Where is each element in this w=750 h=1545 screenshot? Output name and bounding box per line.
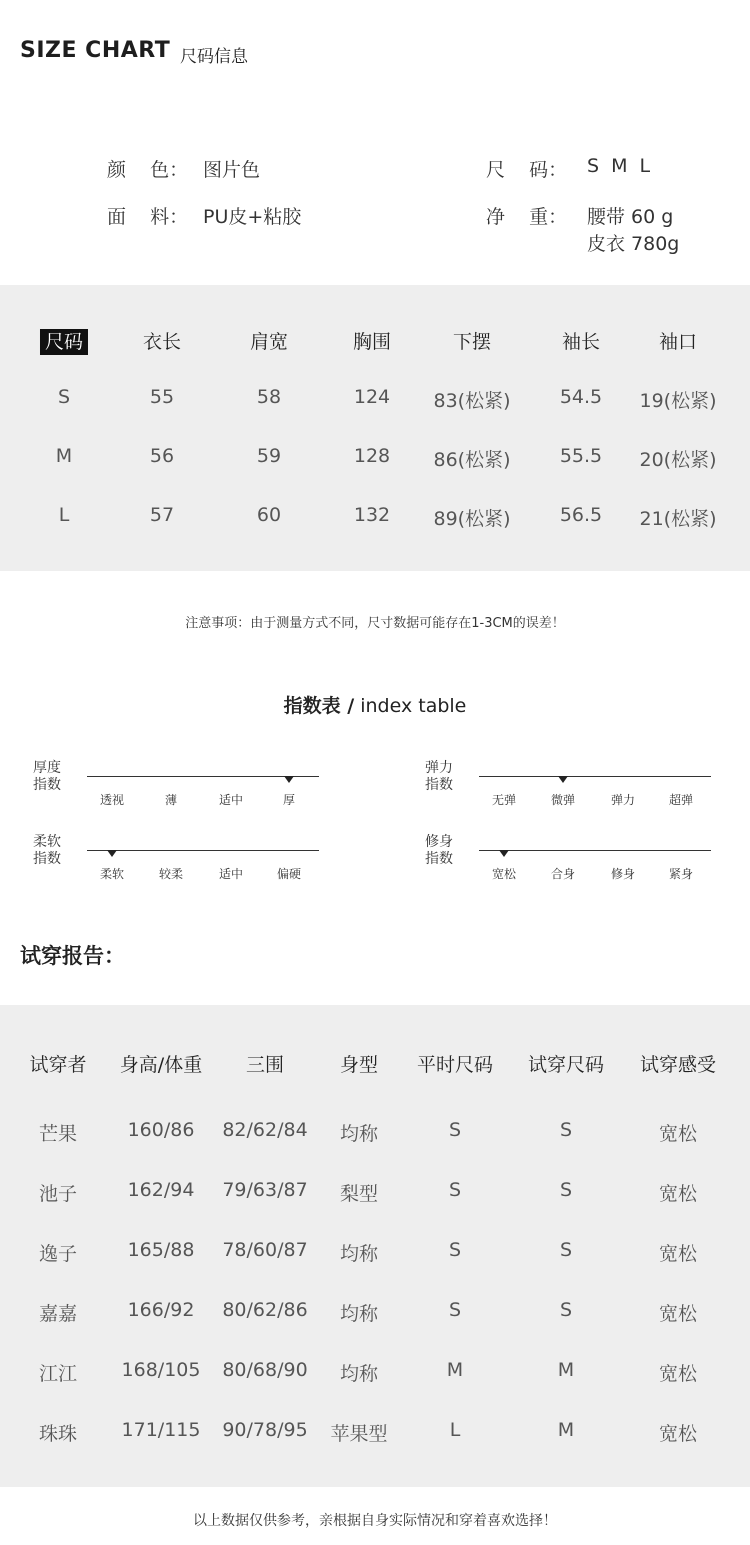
size-table-cell: 54.5: [559, 386, 603, 408]
report-table-cell: M: [446, 1359, 464, 1381]
measurement-note: 注意事项：由于测量方式不同，尺寸数据可能存在1-3CM的误差！: [185, 616, 565, 631]
gauge-option: 透视: [99, 793, 125, 807]
gauge-option: 无弹: [491, 793, 517, 807]
report-table-cell: 79/63/87: [222, 1179, 308, 1201]
size-table-cell: 58: [256, 386, 282, 408]
report-table-cell: 宽松: [658, 1303, 698, 1325]
gauge-option: 紧身: [668, 867, 694, 881]
report-table-cell: 珠珠: [38, 1423, 78, 1445]
weight-value-belt: 腰带 60 g: [587, 206, 674, 228]
gauge-option: 薄: [164, 793, 178, 807]
size-table-cell: M: [55, 445, 73, 467]
report-table-cell: 宽松: [658, 1183, 698, 1205]
report-table-cell: 171/115: [121, 1419, 201, 1441]
weight-value-jacket: 皮衣 780g: [587, 233, 680, 255]
size-table-cell: 21(松紧): [639, 508, 717, 530]
gauge-label-line1: 弹力: [425, 760, 453, 776]
size-table-header: 袖口: [658, 331, 698, 353]
report-table-cell: 梨型: [339, 1183, 379, 1205]
gauge-label-line2: 指数: [33, 777, 61, 793]
color-value: 图片色: [203, 159, 261, 181]
report-table-cell: 90/78/95: [222, 1419, 308, 1441]
gauge-option: 合身: [550, 867, 576, 881]
index-table-title: [0, 691, 750, 718]
report-table-cell: 均称: [339, 1363, 379, 1385]
size-table-cell: 20(松紧): [639, 449, 717, 471]
report-table-cell: 均称: [339, 1123, 379, 1145]
report-table-header: 身高/体重: [119, 1054, 203, 1076]
index-title-bold: 指数表 /: [283, 695, 355, 717]
size-value: S M L: [587, 155, 654, 177]
gauge-option: 修身: [610, 867, 636, 881]
size-table-cell: L: [58, 504, 70, 526]
report-table-cell: 嘉嘉: [38, 1303, 78, 1325]
size-header-badge: 尺码: [40, 329, 88, 355]
size-table-cell: 56: [149, 445, 175, 467]
report-table-cell: 池子: [38, 1183, 78, 1205]
report-table-cell: S: [448, 1299, 462, 1321]
gauge-marker-icon: [499, 850, 509, 857]
report-table-cell: 78/60/87: [222, 1239, 308, 1261]
report-table-cell: 82/62/84: [222, 1119, 308, 1141]
gauge-option: 微弹: [550, 793, 576, 807]
report-table-cell: 江江: [38, 1363, 78, 1385]
fitting-report-panel: [0, 1005, 750, 1487]
gauge-label: [425, 834, 453, 868]
size-table-cell: 55.5: [559, 445, 603, 467]
size-table-header: [40, 327, 88, 354]
report-table-cell: S: [559, 1179, 573, 1201]
size-table-cell: 83(松紧): [433, 390, 511, 412]
report-table-cell: M: [557, 1419, 575, 1441]
gauge-option: 适中: [218, 793, 244, 807]
weight-label: 净 重：: [486, 206, 568, 228]
report-table-cell: S: [448, 1239, 462, 1261]
gauge-option: 适中: [218, 867, 244, 881]
gauge-label: [33, 834, 61, 868]
report-table-cell: 均称: [339, 1303, 379, 1325]
gauge-marker-icon: [284, 776, 294, 783]
report-table-cell: 芒果: [38, 1123, 78, 1145]
size-table-cell: 124: [353, 386, 391, 408]
size-chart-subtitle: 尺码信息: [180, 47, 248, 67]
report-table-cell: 均称: [339, 1243, 379, 1265]
report-table-cell: S: [448, 1179, 462, 1201]
report-table-header: 试穿感受: [639, 1054, 717, 1076]
gauge-option: 偏硬: [276, 867, 302, 881]
gauge-option: 弹力: [610, 793, 636, 807]
report-table-cell: 宽松: [658, 1363, 698, 1385]
material-value: PU皮+粘胶: [203, 206, 302, 228]
gauge-option: 较柔: [158, 867, 184, 881]
index-title-en: index table: [354, 695, 467, 717]
report-table-cell: S: [559, 1119, 573, 1141]
report-table-cell: 宽松: [658, 1123, 698, 1145]
gauge-option: 宽松: [491, 867, 517, 881]
report-table-cell: S: [448, 1119, 462, 1141]
size-table-cell: 59: [256, 445, 282, 467]
size-table-cell: 128: [353, 445, 391, 467]
report-table-cell: 宽松: [658, 1423, 698, 1445]
gauge-option: 柔软: [99, 867, 125, 881]
report-table-cell: S: [559, 1299, 573, 1321]
report-table-cell: 80/68/90: [222, 1359, 308, 1381]
size-table-header: 衣长: [142, 331, 182, 353]
gauge-marker-icon: [558, 776, 568, 783]
report-table-header: 试穿尺码: [527, 1054, 605, 1076]
size-table-header: 肩宽: [249, 331, 289, 353]
gauge-option: 超弹: [668, 793, 694, 807]
report-table-cell: 162/94: [127, 1179, 195, 1201]
material-label: 面 料：: [107, 206, 189, 228]
footer-note: 以上数据仅供参考，亲根据自身实际情况和穿着喜欢选择！: [193, 1513, 557, 1529]
report-table-cell: 宽松: [658, 1243, 698, 1265]
gauge-line: [479, 850, 711, 851]
report-table-cell: 逸子: [38, 1243, 78, 1265]
gauge-label-line2: 指数: [425, 851, 453, 867]
report-table-cell: 苹果型: [330, 1423, 388, 1445]
size-label: 尺 码：: [486, 159, 568, 181]
gauge-option: 厚: [282, 793, 296, 807]
size-table-cell: 132: [353, 504, 391, 526]
size-table-panel: [0, 285, 750, 571]
size-chart-title: SIZE CHART: [20, 38, 171, 63]
report-table-cell: 80/62/86: [222, 1299, 308, 1321]
report-table-header: 身型: [339, 1054, 379, 1076]
gauge-label-line2: 指数: [425, 777, 453, 793]
size-table-cell: 56.5: [559, 504, 603, 526]
size-table-cell: 60: [256, 504, 282, 526]
report-table-cell: S: [559, 1239, 573, 1261]
report-table-cell: 160/86: [127, 1119, 195, 1141]
report-table-cell: 168/105: [121, 1359, 201, 1381]
size-table-cell: 89(松紧): [433, 508, 511, 530]
gauge-label-line2: 指数: [33, 851, 61, 867]
report-table-cell: 165/88: [127, 1239, 195, 1261]
size-table-header: 胸围: [352, 331, 392, 353]
size-table-cell: 57: [149, 504, 175, 526]
size-table-header: 下摆: [452, 331, 492, 353]
gauge-label-line1: 厚度: [33, 760, 61, 776]
gauge-line: [479, 776, 711, 777]
color-label: 颜 色：: [107, 159, 189, 181]
report-table-cell: L: [449, 1419, 461, 1441]
report-table-cell: M: [557, 1359, 575, 1381]
size-table-cell: S: [57, 386, 71, 408]
gauge-label-line1: 柔软: [33, 834, 61, 850]
gauge-line: [87, 850, 319, 851]
report-table-header: 平时尺码: [416, 1054, 494, 1076]
gauge-label: [425, 760, 453, 794]
report-table-header: 试穿者: [29, 1054, 87, 1076]
report-table-header: 三围: [245, 1054, 285, 1076]
fitting-report-title: 试穿报告：: [20, 944, 125, 968]
size-table-cell: 86(松紧): [433, 449, 511, 471]
size-table-header: 袖长: [561, 331, 601, 353]
gauge-marker-icon: [107, 850, 117, 857]
size-table-cell: 55: [149, 386, 175, 408]
gauge-label: [33, 760, 61, 794]
size-table-cell: 19(松紧): [639, 390, 717, 412]
report-table-cell: 166/92: [127, 1299, 195, 1321]
gauge-label-line1: 修身: [425, 834, 453, 850]
